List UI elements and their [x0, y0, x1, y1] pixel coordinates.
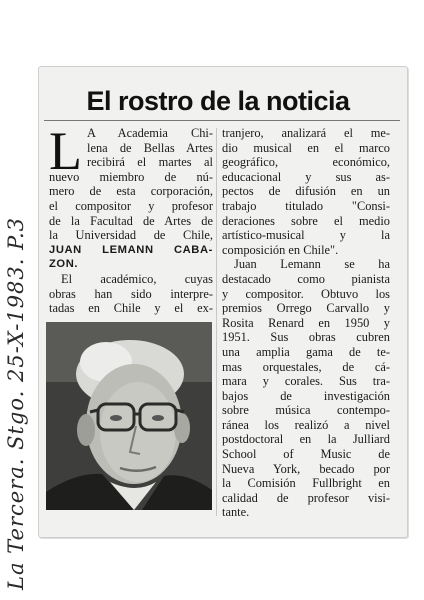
article-line: ránea los realizó a nivel [222, 417, 390, 432]
article-line: bajos de investigación [222, 388, 390, 403]
article-line: deraciones sobre el medio [222, 213, 390, 228]
article-line: composición en Chile". [222, 242, 339, 257]
article-line: la Comisión Fullbright en [222, 476, 390, 491]
article-line: tante. [222, 505, 250, 520]
article-line: educacional y sus as- [222, 169, 390, 184]
article-line: calidad de profesor visi- [222, 490, 390, 505]
article-line: sobre música contempo- [222, 403, 390, 418]
headline-divider [44, 120, 400, 121]
article-line: una amplia gama de te- [222, 344, 390, 359]
handwritten-citation: La Tercera. Stgo. 25-X-1983. P.3 [4, 216, 28, 590]
article-line: la Universidad de Chile, [49, 228, 213, 243]
article-line: mas orquestales, de cá- [222, 359, 390, 374]
article-column-2 [222, 126, 390, 520]
portrait-photo [46, 322, 212, 510]
article-line: destacado como pianista [222, 271, 390, 286]
headline: El rostro de la noticia [86, 86, 350, 116]
article-line: A Academia Chi- [87, 126, 213, 140]
article-line: y compositor. Obtuvo los [222, 286, 390, 301]
article-line: Nueva York, becado por [222, 461, 390, 476]
article-line-name: JUAN LEMANN CABA- [49, 243, 213, 256]
article-line: artístico-musical y la [222, 228, 390, 243]
article-line: dio musical en el marco [222, 140, 390, 155]
article-line: el compositor y profesor [49, 198, 213, 213]
column-divider [216, 128, 217, 516]
article-line: tadas en Chile y el ex- [49, 301, 213, 316]
article-line: de la Facultad de Artes de [49, 213, 213, 228]
article-line: 1951. Sus obras cubren [222, 330, 390, 345]
article-line: El académico, cuyas [61, 271, 213, 286]
article-line: premios Orrego Carvallo y [222, 301, 390, 316]
article-line: geográfico, económico, [222, 155, 390, 170]
article-line-name: ZON. [49, 258, 79, 271]
article-column-1 [49, 121, 213, 316]
portrait-illustration [46, 322, 212, 510]
article-line: Juan Lemann se ha [234, 257, 390, 272]
article-line: Rosita Renard en 1950 y [222, 315, 390, 330]
article-line: obras han sido interpre- [49, 286, 213, 301]
drop-cap: L [49, 121, 82, 181]
article-line: mara y corales. Sus tra- [222, 374, 390, 389]
article-line: trabajo titulado "Consi- [222, 198, 390, 213]
article-line: School of Music de [222, 447, 390, 462]
article-line: mero de esta corporación, [49, 184, 213, 199]
article-line: pectos de difusión en un [222, 184, 390, 199]
article-line: recibirá el martes al [87, 155, 213, 170]
article-line: tranjero, analizará el me- [222, 126, 390, 140]
article-line: postdoctoral en la Julliard [222, 432, 390, 447]
article-line: nuevo miembro de nú- [49, 169, 213, 184]
article-line: lena de Bellas Artes [87, 140, 213, 155]
